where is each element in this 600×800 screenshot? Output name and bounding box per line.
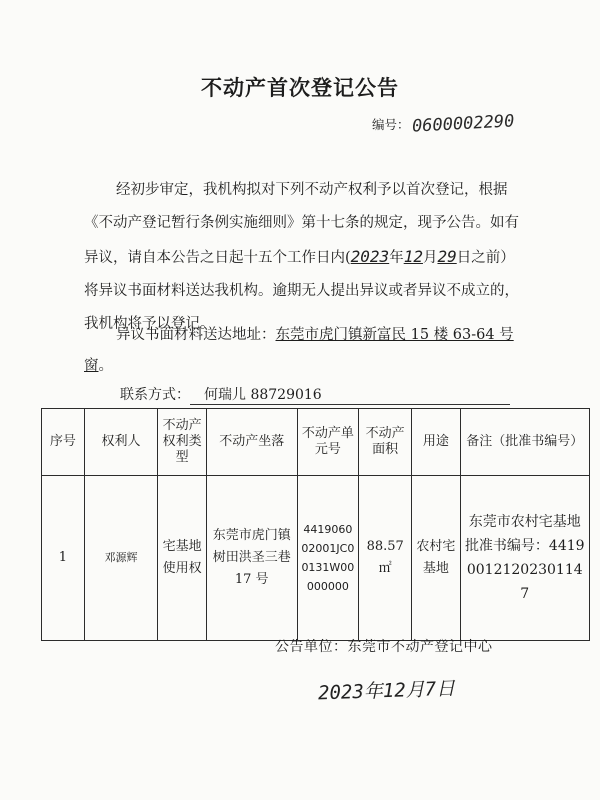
objection-end-mark: 。 [98, 358, 113, 374]
paragraph-text-after-date: 之前）将异议书面材料送达我机构。逾期无人提出异议或者异议不成立的，我机构将予以登记。 [84, 250, 519, 332]
objection-address-value: 东莞市虎门镇新富民 15 楼 63-64 号窗 [84, 327, 514, 374]
issuer-line [275, 636, 493, 656]
contact-label: 联系方式： [120, 387, 190, 403]
cell-unit-no: 441906002001JC00131W00000000 [297, 476, 359, 641]
cell-area: 88.57㎡ [359, 476, 412, 641]
cell-location: 东莞市虎门镇树田洪圣三巷 17 号 [206, 476, 297, 641]
deadline-month: 12 [403, 247, 423, 266]
contact-value: 何瑞儿 88729016 [190, 384, 510, 405]
cell-seq: 1 [42, 476, 85, 641]
deadline-day: 29 [437, 247, 457, 266]
day-char: 日 [456, 250, 472, 266]
serial-value: 0600002290 [411, 111, 515, 137]
header-owner: 权利人 [84, 409, 158, 476]
cell-usage: 农村宅基地 [412, 476, 460, 641]
registration-table [41, 408, 590, 641]
table-row [42, 476, 590, 641]
issuer-label: 公告单位： [275, 639, 348, 655]
deadline-year: 2023 [350, 247, 390, 266]
cell-note: 东莞市农村宅基地批准书编号：441900121202301147 [460, 476, 589, 641]
announcement-paragraph [84, 174, 528, 341]
issue-date: 2023年12月7日 [317, 677, 456, 705]
header-unit-no: 不动产单元号 [297, 409, 359, 476]
notice-title: 不动产首次登记公告 [201, 76, 399, 100]
cell-owner: 邓源辉 [84, 476, 158, 641]
header-location: 不动产坐落 [206, 409, 297, 476]
objection-address [84, 320, 534, 382]
table-header-row [42, 409, 590, 476]
contact-line [120, 384, 510, 405]
issuer-name: 东莞市不动产登记中心 [347, 639, 493, 655]
header-seq: 序号 [42, 409, 85, 476]
cell-right-type: 宅基地使用权 [158, 476, 206, 641]
header-note: 备注（批准书编号） [460, 409, 589, 476]
header-right-type: 不动产权利类型 [158, 409, 206, 476]
header-area: 不动产面积 [359, 409, 412, 476]
paragraph-text-before-date: 经初步审定，我机构拟对下列不动产权利予以首次登记，根据《不动产登记暂行条例实施细则》第十七条的规定，现予公告。如有异议，请自本公告之日起十五个工作日内( [84, 182, 519, 266]
objection-address-label: 异议书面材料送达地址： [116, 327, 276, 343]
header-usage: 用途 [412, 409, 460, 476]
serial-number [372, 111, 515, 137]
month-char: 月 [422, 250, 438, 266]
serial-label: 编号： [372, 117, 410, 132]
year-char: 年 [389, 250, 404, 266]
